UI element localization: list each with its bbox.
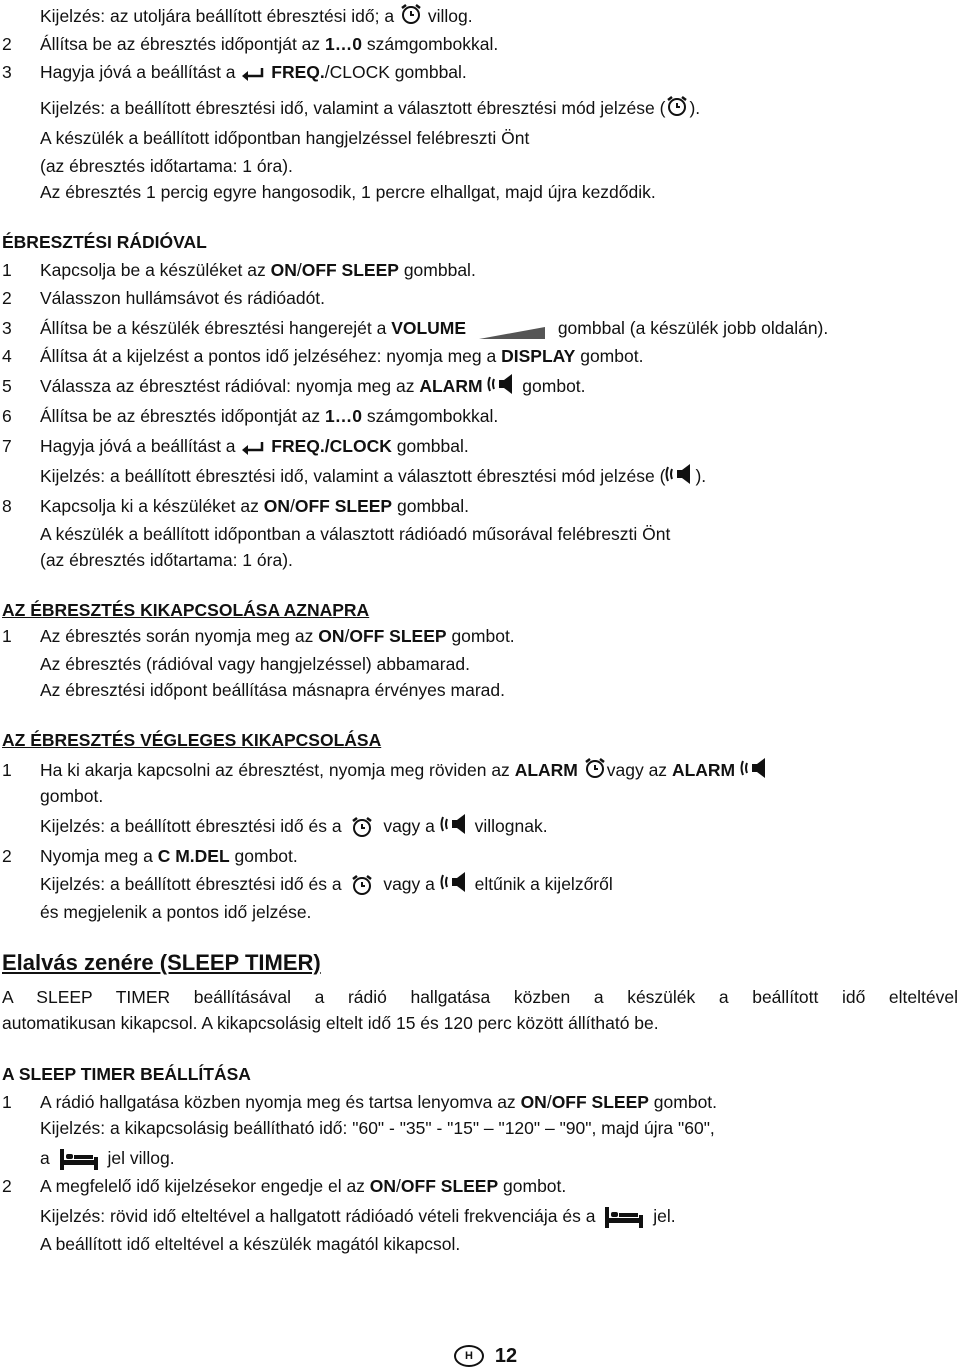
radio-step-2: 2 Válasszon hullámsávot és rádióadót. [2,288,326,308]
volume-slider-icon [479,322,545,336]
line-buzzer-behaviour: Az ébresztés 1 percig egyre hangosodik, 1 percre elhallgat, majd újra kezdődik. [40,182,656,202]
sleep-auto-off: A beállított idő elteltével a készülék magától kikapcsol. [40,1234,461,1254]
sleep-bed-icon [604,1205,644,1229]
sleep-display-blink: a jel villog. [40,1146,175,1170]
sleep-intro-1: A SLEEP TIMER beállításával a rádió hallgatása közben a készülék a beállított idő elteltével [2,987,958,1007]
perm-step-1: 1 Ha ki akarja kapcsolni az ébresztést, nyomja meg röviden az ALARM vagy az ALARM [0,758,960,782]
sleep-intro-2: automatikusan kikapcsol. A kikapcsolásig eltelt idő 15 és 120 perc között állítható be. [2,1013,659,1033]
enter-arrow-icon [240,65,266,81]
alarm-radio-icon [740,757,770,779]
heading-radio-alarm: ÉBRESZTÉSI RÁDIÓVAL [2,232,207,252]
alarm-radio-icon [487,373,517,395]
perm-step-1-cont: gombot. [40,786,104,806]
sleep-display-values: Kijelzés: a kikapcsolásig beállítható idő: "60" - "35" - "15" – "120" – "90", majd újra "60", [40,1118,715,1138]
heading-disable-permanent: AZ ÉBRESZTÉS VÉGLEGES KIKAPCSOLÁSA [2,730,382,750]
radio-step-1: 1 Kapcsolja be a készüléket az ON/OFF SLEEP gombbal. [2,260,476,280]
alarm-clock-icon [665,94,689,118]
enter-arrow-icon [240,439,266,455]
step-2: 2 Állítsa be az ébresztés időpontját az 1…0 számgombokkal. [2,34,499,54]
alarm-clock-icon [350,815,374,839]
perm-display-blink: Kijelzés: a beállított ébresztési idő és a vagy a villognak. [40,814,548,838]
step-3: 3 Hagyja jóvá a beállítást a FREQ./CLOCK gombbal. [2,62,467,82]
radio-step-4: 4 Állítsa át a kijelzést a pontos idő jelzéséhez: nyomja meg a DISPLAY gombot. [2,346,644,366]
radio-step-7: 7 Hagyja jóvá a beállítást a FREQ./CLOCK gombbal. [2,436,469,456]
radio-wakeup-text: A készülék a beállított időpontban a választott rádióadó műsorával felébreszti Önt [40,524,671,544]
page-number: 12 [494,1345,518,1368]
radio-step-8: 8 Kapcsolja ki a készüléket az ON/OFF SLEEP gombbal. [2,496,469,516]
alarm-radio-icon [665,463,695,485]
sleep-step-2: 2 A megfelelő idő kijelzésekor engedje el az ON/OFF SLEEP gombot. [2,1176,567,1196]
heading-sleep-setup: A SLEEP TIMER BEÁLLÍTÁSA [2,1064,251,1084]
sleep-step-1: 1 A rádió hallgatása közben nyomja meg és tartsa lenyomva az ON/OFF SLEEP gombot. [2,1092,718,1112]
language-badge: H [454,1345,484,1367]
line-duration: (az ébresztés időtartama: 1 óra). [40,156,293,176]
line-display-mode: Kijelzés: a beállított ébresztési idő, valamint a választott ébresztési mód jelzése ( ). [40,96,700,120]
perm-display-time: és megjelenik a pontos idő jelzése. [40,902,312,922]
today-step-1: 1 Az ébresztés során nyomja meg az ON/OFF SLEEP gombot. [2,626,515,646]
sleep-bed-icon [59,1147,99,1171]
today-note-1: Az ébresztés (rádióval vagy hangjelzéssel) abbamarad. [40,654,470,674]
line-display-last-alarm: Kijelzés: az utoljára beállított ébresztési idő; a villog. [40,4,473,28]
radio-display-mode: Kijelzés: a beállított ébresztési idő, valamint a választott ébresztési mód jelzése ( ). [40,464,706,488]
alarm-clock-icon [350,873,374,897]
heading-disable-today: AZ ÉBRESZTÉS KIKAPCSOLÁSA AZNAPRA [2,600,370,620]
alarm-radio-icon [440,813,470,835]
alarm-radio-icon [440,871,470,893]
heading-sleep-timer: Elalvás zenére (SLEEP TIMER) [2,950,321,975]
radio-duration: (az ébresztés időtartama: 1 óra). [40,550,293,570]
line-wakeup-buzzer: A készülék a beállított időpontban hangjelzéssel felébreszti Önt [40,128,530,148]
perm-display-clear: Kijelzés: a beállított ébresztési idő és a vagy a eltűnik a kijelzőről [40,872,613,896]
sleep-display-frequency: Kijelzés: rövid idő elteltével a hallgatott rádióadó vételi frekvenciája és a jel. [40,1204,676,1228]
page-footer [454,1340,517,1370]
alarm-clock-icon [583,756,607,780]
radio-step-6: 6 Állítsa be az ébresztés időpontját az 1…0 számgombokkal. [2,406,499,426]
radio-step-5: 5 Válassza az ébresztést rádióval: nyomja meg az ALARM gombot. [0,374,960,398]
radio-step-3: 3 Állítsa be a készülék ébresztési hangerejét a VOLUME gombbal (a készülék jobb oldalán). [2,318,829,338]
today-note-2: Az ébresztési időpont beállítása másnapra érvényes marad. [40,680,505,700]
perm-step-2: 2 Nyomja meg a C M.DEL gombot. [2,846,298,866]
alarm-clock-icon [399,2,423,26]
